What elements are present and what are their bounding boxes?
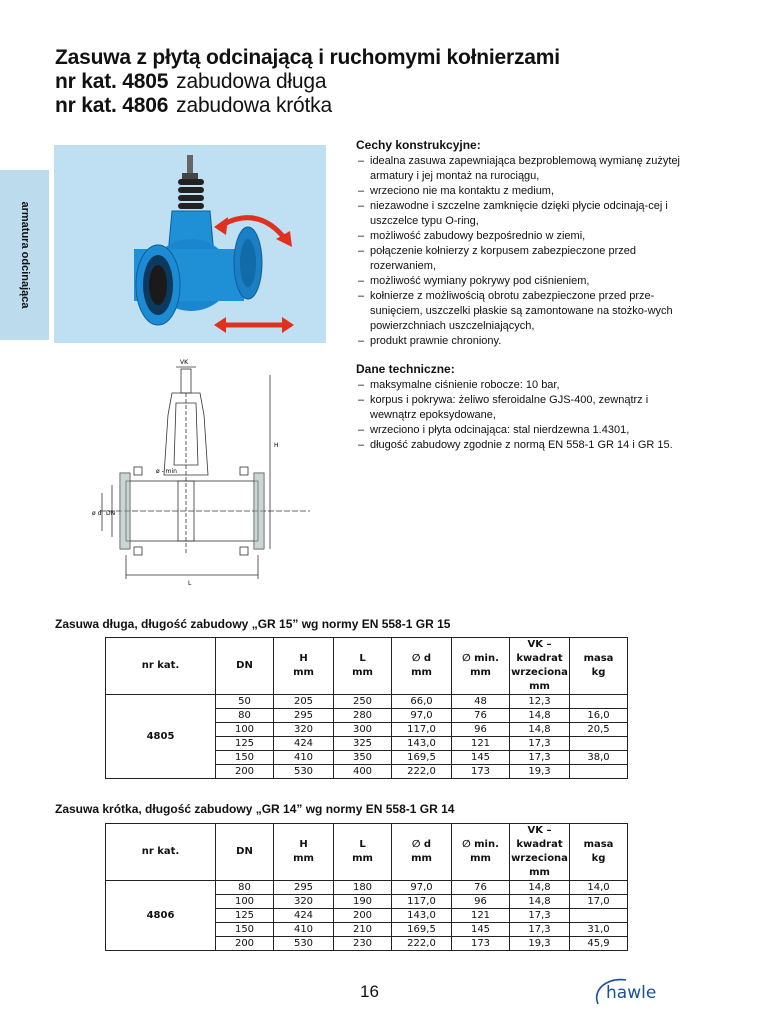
col-kat: nr kat. xyxy=(106,638,216,695)
table-cell: 145 xyxy=(452,751,510,765)
table-cell: 76 xyxy=(452,709,510,723)
kat-cell: 4805 xyxy=(106,695,216,779)
feature-item: – możliwość zabudowy bezpośrednio w ziemi, xyxy=(356,229,696,244)
feature-item: – wrzeciono nie ma kontaktu z medium, xyxy=(356,184,696,199)
table-cell xyxy=(570,737,628,751)
col-vk: VK – kwadrat wrzeciona mm xyxy=(510,638,570,695)
feature-item: – produkt prawnie chroniony. xyxy=(356,334,696,349)
col-dn: DN xyxy=(216,824,274,881)
table-cell: 12,3 xyxy=(510,695,570,709)
feature-item: – połączenie kołnierzy z korpusem zabezpieczone przed rozerwaniem, xyxy=(356,244,696,274)
col-dn: DN xyxy=(216,638,274,695)
tech-item: – korpus i pokrywa: żeliwo sferoidalne GJS-400, zewnątrz i wewnątrz epoksydowane, xyxy=(356,393,696,423)
valve-photo-illustration xyxy=(54,145,326,343)
section-tab xyxy=(0,170,49,340)
table-cell: 145 xyxy=(452,923,510,937)
table-cell xyxy=(570,695,628,709)
table-cell: 295 xyxy=(274,709,334,723)
table1-header-row xyxy=(106,638,628,695)
table-cell: 121 xyxy=(452,737,510,751)
table-cell: 117,0 xyxy=(392,723,452,737)
table-cell: 38,0 xyxy=(570,751,628,765)
table-cell: 200 xyxy=(334,909,392,923)
table-cell xyxy=(570,765,628,779)
feature-item: – niezawodne i szczelne zamknięcie dzięki płycie odcinają-cej i uszczelce typu O-ring, xyxy=(356,199,696,229)
tech-item: – wrzeciono i płyta odcinająca: stal nierdzewna 1.4301, xyxy=(356,423,696,438)
table-cell: 250 xyxy=(334,695,392,709)
feature-item: – kołnierze z możliwością obrotu zabezpieczone przed prze-sunięciem, uszczelki płaskie są zamontowane na stożko-wych powierzchniach uszczelniających, xyxy=(356,289,696,334)
table1-caption: Zasuwa długa, długość zabudowy „GR 15” wg normy EN 558-1 GR 15 xyxy=(55,617,451,631)
table-cell: 14,8 xyxy=(510,723,570,737)
col-min: ∅ min. mm xyxy=(452,638,510,695)
tech-heading: Dane techniczne: xyxy=(356,362,455,376)
title-line-3: nr kat. 4806 zabudowa krótka xyxy=(55,94,332,117)
table-cell: 150 xyxy=(216,923,274,937)
col-masa: masa kg xyxy=(570,824,628,881)
table-cell: 125 xyxy=(216,737,274,751)
table-cell: 16,0 xyxy=(570,709,628,723)
table-cell: 222,0 xyxy=(392,765,452,779)
table-cell: 280 xyxy=(334,709,392,723)
table-cell: 48 xyxy=(452,695,510,709)
kat-cell: 4806 xyxy=(106,881,216,951)
table-cell: 100 xyxy=(216,895,274,909)
table-cell: 31,0 xyxy=(570,923,628,937)
table-cell: 14,8 xyxy=(510,895,570,909)
table-cell: 400 xyxy=(334,765,392,779)
table-cell: 320 xyxy=(274,723,334,737)
table-cell: 410 xyxy=(274,751,334,765)
table-cell: 14,0 xyxy=(570,881,628,895)
drawing-label-d: ø d xyxy=(92,510,102,517)
title-line-1: Zasuwa z płytą odcinającą i ruchomymi kołnierzami xyxy=(55,46,560,69)
title-line-2: nr kat. 4805 zabudowa długa xyxy=(55,70,327,93)
table-cell: 125 xyxy=(216,909,274,923)
table-cell: 295 xyxy=(274,881,334,895)
table-cell: 17,0 xyxy=(570,895,628,909)
table-cell: 180 xyxy=(334,881,392,895)
tech-item: – maksymalne ciśnienie robocze: 10 bar, xyxy=(356,378,696,393)
table-cell: 96 xyxy=(452,723,510,737)
drawing-label-h: H xyxy=(274,442,279,449)
table-cell: 230 xyxy=(334,937,392,951)
table-cell: 100 xyxy=(216,723,274,737)
table-cell: 17,3 xyxy=(510,751,570,765)
valve-section-drawing xyxy=(80,355,360,585)
drawing-label-l: L xyxy=(188,580,192,585)
col-l: L mm xyxy=(334,638,392,695)
table-cell: 80 xyxy=(216,709,274,723)
table-cell: 530 xyxy=(274,765,334,779)
table-cell: 222,0 xyxy=(392,937,452,951)
col-masa: masa kg xyxy=(570,638,628,695)
table-cell: 530 xyxy=(274,937,334,951)
table-cell: 19,3 xyxy=(510,765,570,779)
col-h: H mm xyxy=(274,824,334,881)
table-cell: 17,3 xyxy=(510,923,570,937)
table-cell: 205 xyxy=(274,695,334,709)
table-cell: 17,3 xyxy=(510,737,570,751)
table-row xyxy=(106,881,628,895)
features-heading: Cechy konstrukcyjne: xyxy=(356,138,481,152)
table-cell: 300 xyxy=(334,723,392,737)
drawing-label-min: ø - min xyxy=(156,468,177,475)
table2-header-row xyxy=(106,824,628,881)
svg-text:hawle: hawle xyxy=(606,983,657,1003)
table-cell: 210 xyxy=(334,923,392,937)
section-tab-label: armatura odcinająca xyxy=(18,201,31,309)
table-cell: 66,0 xyxy=(392,695,452,709)
table-cell: 121 xyxy=(452,909,510,923)
col-d: ∅ d mm xyxy=(392,638,452,695)
table-cell: 150 xyxy=(216,751,274,765)
table2 xyxy=(105,823,628,951)
col-d: ∅ d mm xyxy=(392,824,452,881)
col-h: H mm xyxy=(274,638,334,695)
table-cell: 410 xyxy=(274,923,334,937)
table-cell: 14,8 xyxy=(510,709,570,723)
table-row xyxy=(106,695,628,709)
table-cell: 200 xyxy=(216,765,274,779)
table-cell: 45,9 xyxy=(570,937,628,951)
page-number: 16 xyxy=(360,982,379,1001)
feature-item: – idealna zasuwa zapewniająca bezproblemową wymianę zużytej armatury i jej montaż na rurociągu, xyxy=(356,154,696,184)
table-cell: 325 xyxy=(334,737,392,751)
technical-data-section xyxy=(356,362,696,453)
table-cell: 173 xyxy=(452,937,510,951)
table-cell: 143,0 xyxy=(392,737,452,751)
tech-list xyxy=(356,378,696,453)
table-cell: 80 xyxy=(216,881,274,895)
table-cell: 190 xyxy=(334,895,392,909)
table-cell: 20,5 xyxy=(570,723,628,737)
table2-caption: Zasuwa krótka, długość zabudowy „GR 14” wg normy EN 558-1 GR 14 xyxy=(55,802,455,816)
technical-drawing xyxy=(80,355,360,585)
table-cell: 76 xyxy=(452,881,510,895)
table-cell: 14,8 xyxy=(510,881,570,895)
table-cell: 17,3 xyxy=(510,909,570,923)
hawle-logo-graphic xyxy=(592,976,684,1008)
hawle-logo xyxy=(592,976,684,1008)
page-title xyxy=(55,46,560,118)
table-cell: 173 xyxy=(452,765,510,779)
drawing-label-vk: VK xyxy=(180,359,189,366)
col-vk: VK – kwadrat wrzeciona mm xyxy=(510,824,570,881)
table-cell: 97,0 xyxy=(392,881,452,895)
col-min: ∅ min. mm xyxy=(452,824,510,881)
table-cell: 424 xyxy=(274,737,334,751)
table-cell: 169,5 xyxy=(392,923,452,937)
features-section xyxy=(356,138,696,349)
table-cell: 320 xyxy=(274,895,334,909)
col-l: L mm xyxy=(334,824,392,881)
table-cell: 117,0 xyxy=(392,895,452,909)
tech-item: – długość zabudowy zgodnie z normą EN 558-1 GR 14 i GR 15. xyxy=(356,438,696,453)
table-cell: 19,3 xyxy=(510,937,570,951)
table-cell: 350 xyxy=(334,751,392,765)
table-cell: 96 xyxy=(452,895,510,909)
table1 xyxy=(105,637,628,779)
table-cell: 50 xyxy=(216,695,274,709)
drawing-label-dn: DN xyxy=(106,510,116,517)
product-photo xyxy=(54,145,326,343)
feature-item: – możliwość wymiany pokrywy pod ciśnieniem, xyxy=(356,274,696,289)
col-kat: nr kat. xyxy=(106,824,216,881)
table-cell: 143,0 xyxy=(392,909,452,923)
table-cell xyxy=(570,909,628,923)
features-list xyxy=(356,154,696,349)
table-cell: 97,0 xyxy=(392,709,452,723)
table-cell: 200 xyxy=(216,937,274,951)
table-cell: 169,5 xyxy=(392,751,452,765)
table-cell: 424 xyxy=(274,909,334,923)
